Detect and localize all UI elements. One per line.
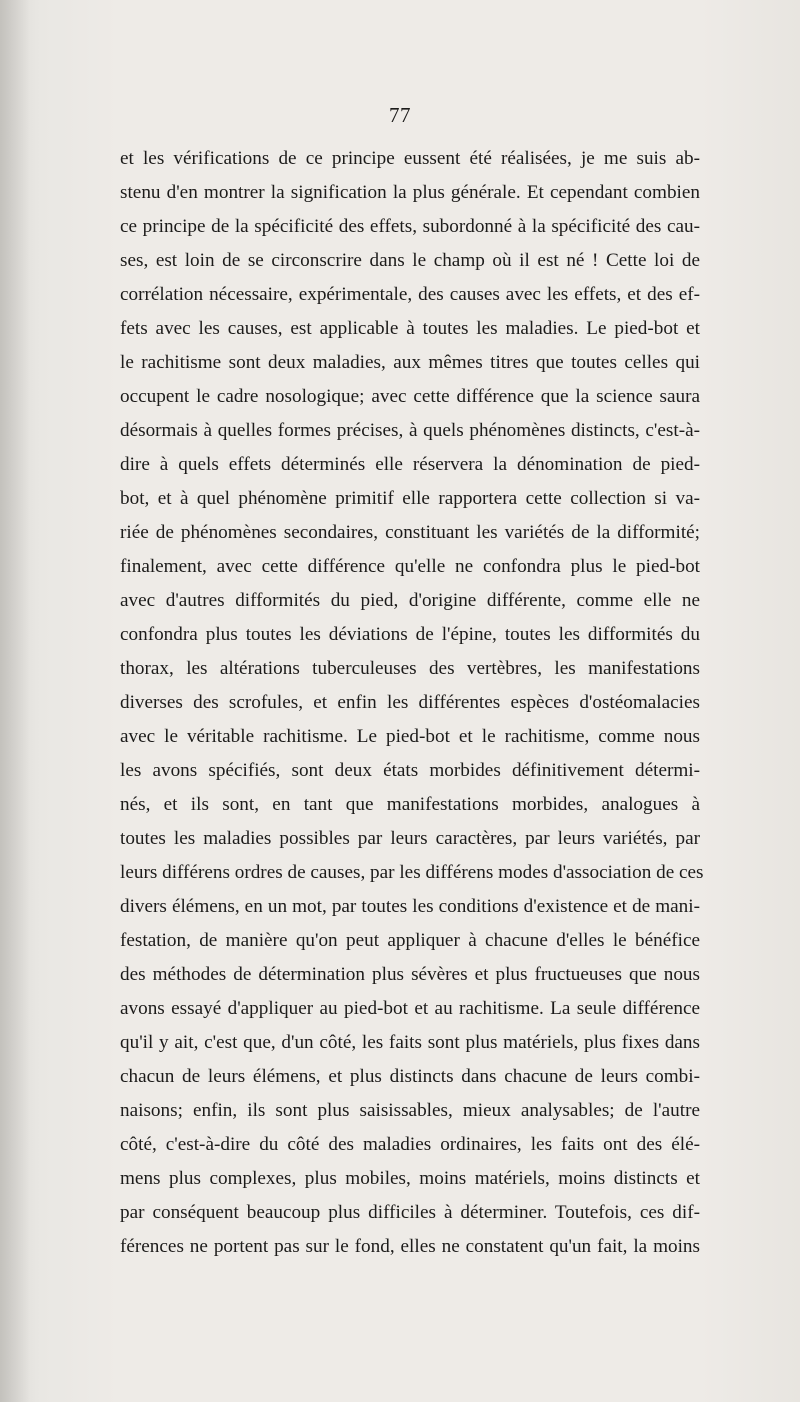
text-line: festation, de manière qu'on peut appliquer à chacune d'elles le bénéfice <box>120 930 700 951</box>
text-line: divers élémens, en un mot, par toutes les conditions d'existence et de mani- <box>120 896 700 917</box>
text-line: les avons spécifiés, sont deux états morbides définitivement détermi- <box>120 760 700 781</box>
text-line: ses, est loin de se circonscrire dans le champ où il est né ! Cette loi de <box>120 250 700 271</box>
text-line: finalement, avec cette différence qu'elle ne confondra plus le pied-bot <box>120 556 700 577</box>
text-line: chacun de leurs élémens, et plus distincts dans chacune de leurs combi- <box>120 1066 700 1087</box>
text-line: confondra plus toutes les déviations de l'épine, toutes les difformités du <box>120 624 700 645</box>
text-line: avons essayé d'appliquer au pied-bot et au rachitisme. La seule différence <box>120 998 700 1019</box>
text-line: diverses des scrofules, et enfin les différentes espèces d'ostéomalacies <box>120 692 700 713</box>
text-line: avec le véritable rachitisme. Le pied-bot et le rachitisme, comme nous <box>120 726 700 747</box>
text-line: fets avec les causes, est applicable à toutes les maladies. Le pied-bot et <box>120 318 700 339</box>
text-line: nés, et ils sont, en tant que manifestations morbides, analogues à <box>120 794 700 815</box>
text-line: et les vérifications de ce principe eussent été réalisées, je me suis ab- <box>120 148 700 169</box>
text-line: dire à quels effets déterminés elle réservera la dénomination de pied- <box>120 454 700 475</box>
text-line: toutes les maladies possibles par leurs caractères, par leurs variétés, par <box>120 828 700 849</box>
text-line: le rachitisme sont deux maladies, aux mêmes titres que toutes celles qui <box>120 352 700 373</box>
text-line: ce principe de la spécificité des effets, subordonné à la spécificité des cau- <box>120 216 700 237</box>
text-line: leurs différens ordres de causes, par les différens modes d'association de ces <box>120 862 704 883</box>
text-line: thorax, les altérations tuberculeuses des vertèbres, les manifestations <box>120 658 700 679</box>
body-text <box>120 142 704 1264</box>
spine-shadow <box>0 0 30 1402</box>
text-line: naisons; enfin, ils sont plus saisissables, mieux analysables; de l'autre <box>120 1100 700 1121</box>
text-line: bot, et à quel phénomène primitif elle rapportera cette collection si va- <box>120 488 700 509</box>
text-line: par conséquent beaucoup plus difficiles à déterminer. Toutefois, ces dif- <box>120 1202 700 1223</box>
text-line: des méthodes de détermination plus sévères et plus fructueuses que nous <box>120 964 700 985</box>
text-line: mens plus complexes, plus mobiles, moins matériels, moins distincts et <box>120 1168 700 1189</box>
text-line: occupent le cadre nosologique; avec cette différence que la science saura <box>120 386 700 407</box>
text-line: désormais à quelles formes précises, à quels phénomènes distincts, c'est-à- <box>120 420 700 441</box>
page-number: 77 <box>389 103 411 127</box>
text-line: qu'il y ait, c'est que, d'un côté, les faits sont plus matériels, plus fixes dans <box>120 1032 700 1053</box>
text-line: côté, c'est-à-dire du côté des maladies ordinaires, les faits ont des élé- <box>120 1134 700 1155</box>
text-line: férences ne portent pas sur le fond, elles ne constatent qu'un fait, la moins <box>120 1236 700 1257</box>
text-line: corrélation nécessaire, expérimentale, des causes avec les effets, et des ef- <box>120 284 700 305</box>
text-line: riée de phénomènes secondaires, constituant les variétés de la difformité; <box>120 522 700 543</box>
text-line: avec d'autres difformités du pied, d'origine différente, comme elle ne <box>120 590 700 611</box>
text-line: stenu d'en montrer la signification la plus générale. Et cependant combien <box>120 182 700 203</box>
